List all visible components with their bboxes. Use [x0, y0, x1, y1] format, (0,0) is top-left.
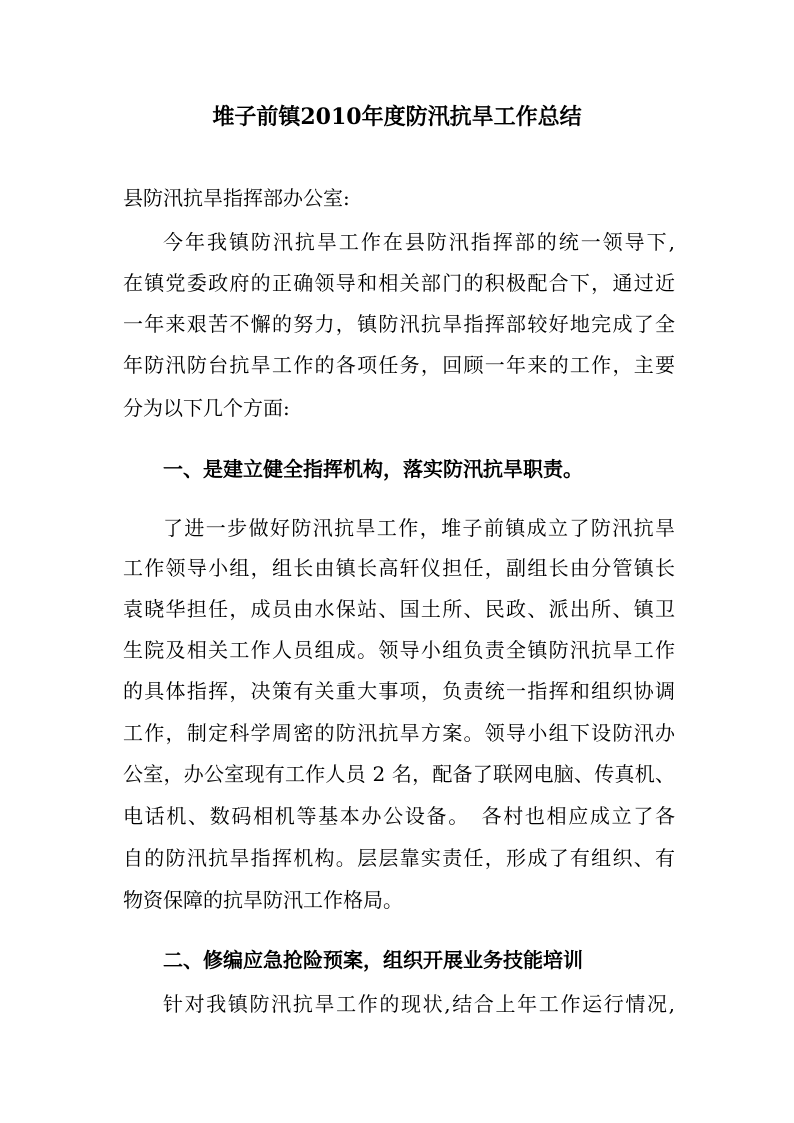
section1-line: 电话机、数码相机等基本办公设备。 各村也相应成立了各 [123, 804, 675, 828]
section1-line: 工作领导小组，组长由镇长高轩仪担任，副组长由分管镇长 [123, 556, 675, 580]
section1-line: 自的防汛抗旱指挥机构。层层靠实责任，形成了有组织、有 [123, 846, 675, 870]
section1-line: 公室，办公室现有工作人员 2 名，配备了联网电脑、传真机、 [123, 762, 675, 786]
salutation: 县防汛抗旱指挥部办公室: [123, 186, 350, 210]
section2-line: 针对我镇防汛抗旱工作的现状,结合上年工作运行情况, [163, 992, 675, 1016]
intro-line: 在镇党委政府的正确领导和相关部门的积极配合下，通过近 [123, 271, 675, 295]
section1-line: 物资保障的抗旱防汛工作格局。 [123, 888, 403, 912]
section-heading-1: 一、是建立健全指挥机构，落实防汛抗旱职责。 [163, 457, 583, 481]
section1-line: 袁晓华担任，成员由水保站、国土所、民政、派出所、镇卫 [123, 597, 675, 621]
section1-line: 的具体指挥，决策有关重大事项，负责统一指挥和组织协调 [123, 679, 675, 703]
section1-line: 工作，制定科学周密的防汛抗旱方案。领导小组下设防汛办 [123, 721, 675, 745]
section1-line: 了进一步做好防汛抗旱工作，堆子前镇成立了防汛抗旱 [163, 516, 675, 540]
intro-line: 年防汛防台抗旱工作的各项任务，回顾一年来的工作，主要 [123, 353, 675, 377]
document-title: 堆子前镇2010年度防汛抗旱工作总结 [212, 104, 582, 130]
intro-line: 一年来艰苦不懈的努力，镇防汛抗旱指挥部较好地完成了全 [123, 312, 675, 336]
section1-line: 生院及相关工作人员组成。领导小组负责全镇防汛抗旱工作 [123, 638, 675, 662]
section-heading-2: 二、修编应急抢险预案，组织开展业务技能培训 [163, 948, 583, 972]
intro-line: 今年我镇防汛抗旱工作在县防汛指挥部的统一领导下, [163, 230, 675, 254]
intro-line: 分为以下几个方面: [123, 396, 290, 420]
